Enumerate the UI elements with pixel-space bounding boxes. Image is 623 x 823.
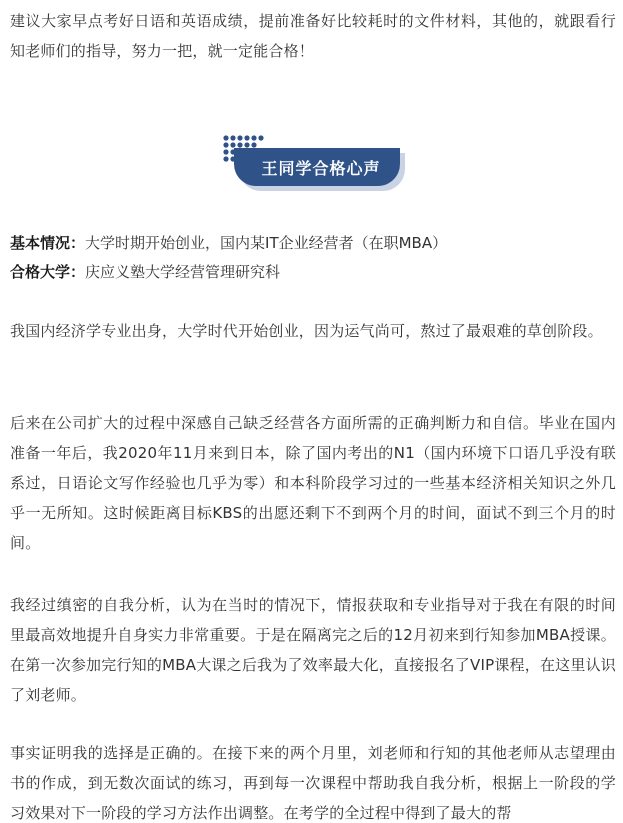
paragraph-3: 我经过缜密的自我分析，认为在当时的情况下，情报获取和专业指导对于我在有限的时间里最高效地提升自身实力非常重要。于是在隔离完之后的12月初来到行知参加MBA授课。在第一次参加完行知的MBA大课之后我为了效率最大化，直接报名了VIP课程，在这里认识了刘老师。 [10,596,616,704]
profile-basic-label: 基本情况： [10,234,86,252]
section-badge [222,134,402,192]
profile-basic-value: 大学时期开始创业，国内某IT企业经营者（在职MBA） [85,234,448,252]
profile-admit [10,261,616,283]
profile-admit-value: 庆应义塾大学经营管理研究科 [85,263,281,281]
paragraph-2: 后来在公司扩大的过程中深感自己缺乏经营各方面所需的正确判断力和自信。毕业在国内准备一年后，我2020年11月来到日本，除了国内考出的N1（国内环境下口语几乎没有联系过，日语论文写作经验也几乎为零）和本科阶段学习过的一些基本经济相关知识之外几乎一无所知。这时候距离目标KBS的出愿还剩下不到两个月的时间，面试不到三个月的时间。 [10,414,616,552]
paragraph-4: 事实证明我的选择是正确的。在接下来的两个月里，刘老师和行知的其他老师从志望理由书的作成，到无数次面试的练习，再到每一次课程中帮助我自我分析，根据上一阶段的学习效果对下一阶段的学习方法作出调整。在考学的全过程中得到了最大的帮 [10,744,616,822]
profile-basic [10,232,616,254]
intro-paragraph: 建议大家早点考好日语和英语成绩，提前准备好比较耗时的文件材料，其他的，就跟看行知老师们的指导，努力一把，就一定能合格！ [10,12,616,60]
paragraph-1: 我国内经济学专业出身，大学时代开始创业，因为运气尚可，熬过了最艰难的草创阶段。 [10,322,603,340]
section-badge-box [234,148,400,186]
section-title: 王同学合格心声 [261,158,381,178]
profile-admit-label: 合格大学： [10,263,86,281]
